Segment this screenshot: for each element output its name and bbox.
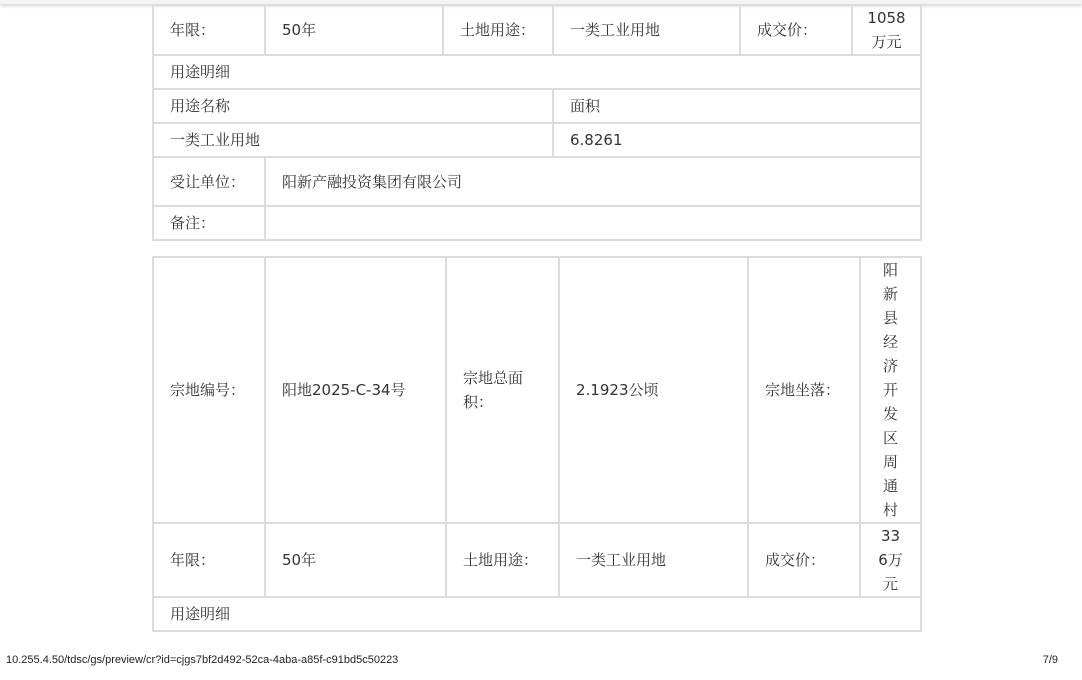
detail-col-area: 面积 <box>553 89 921 123</box>
land-use-value: 一类工业用地 <box>553 5 740 55</box>
transferee-row <box>153 157 921 206</box>
remark-value <box>265 206 921 240</box>
detail-col-use-name: 用途名称 <box>153 89 553 123</box>
parcel-area-value: 2.1923公顷 <box>559 257 748 523</box>
detail-header: 用途明细 <box>153 55 921 89</box>
term-row <box>153 5 921 55</box>
land-table-1 <box>152 4 922 241</box>
detail-header: 用途明细 <box>153 597 921 631</box>
detail-columns-row <box>153 89 921 123</box>
parcel-id-value: 阳地2025-C-34号 <box>265 257 446 523</box>
price-cell <box>860 523 921 597</box>
remark-label: 备注： <box>153 206 265 240</box>
land-table-2 <box>152 256 922 632</box>
term-label: 年限： <box>153 523 265 597</box>
term-label: 年限： <box>153 5 265 55</box>
detail-header-row <box>153 597 921 631</box>
remark-row <box>153 206 921 240</box>
parcel-location-value: 阳新县经济开发区周通村 <box>882 261 898 519</box>
land-use-label: 土地用途： <box>443 5 553 55</box>
term-value: 50年 <box>265 523 446 597</box>
parcel-location-cell <box>860 257 921 523</box>
price-value: 336万元 <box>878 527 903 593</box>
term-value: 50年 <box>265 5 443 55</box>
term-row <box>153 523 921 597</box>
price-label: 成交价： <box>740 5 852 55</box>
detail-area: 6.8261 <box>553 123 921 157</box>
detail-data-row <box>153 123 921 157</box>
parcel-area-label: 宗地总面积： <box>446 257 559 523</box>
price-value: 1058万元 <box>852 5 921 55</box>
status-url: 10.255.4.50/tdsc/gs/preview/cr?id=cjgs7bf2d492-52ca-4aba-a85f-c91bd5c50223 <box>6 654 399 666</box>
status-bar <box>0 648 1082 680</box>
page-indicator: 7/9 <box>1042 654 1058 666</box>
price-label: 成交价： <box>748 523 860 597</box>
parcel-location-label: 宗地坐落： <box>748 257 860 523</box>
detail-use-name: 一类工业用地 <box>153 123 553 157</box>
transferee-label: 受让单位： <box>153 157 265 206</box>
parcel-id-label: 宗地编号： <box>153 257 265 523</box>
parcel-row <box>153 257 921 523</box>
land-use-value: 一类工业用地 <box>559 523 748 597</box>
land-use-label: 土地用途： <box>446 523 559 597</box>
detail-header-row <box>153 55 921 89</box>
transferee-value: 阳新产融投资集团有限公司 <box>265 157 921 206</box>
